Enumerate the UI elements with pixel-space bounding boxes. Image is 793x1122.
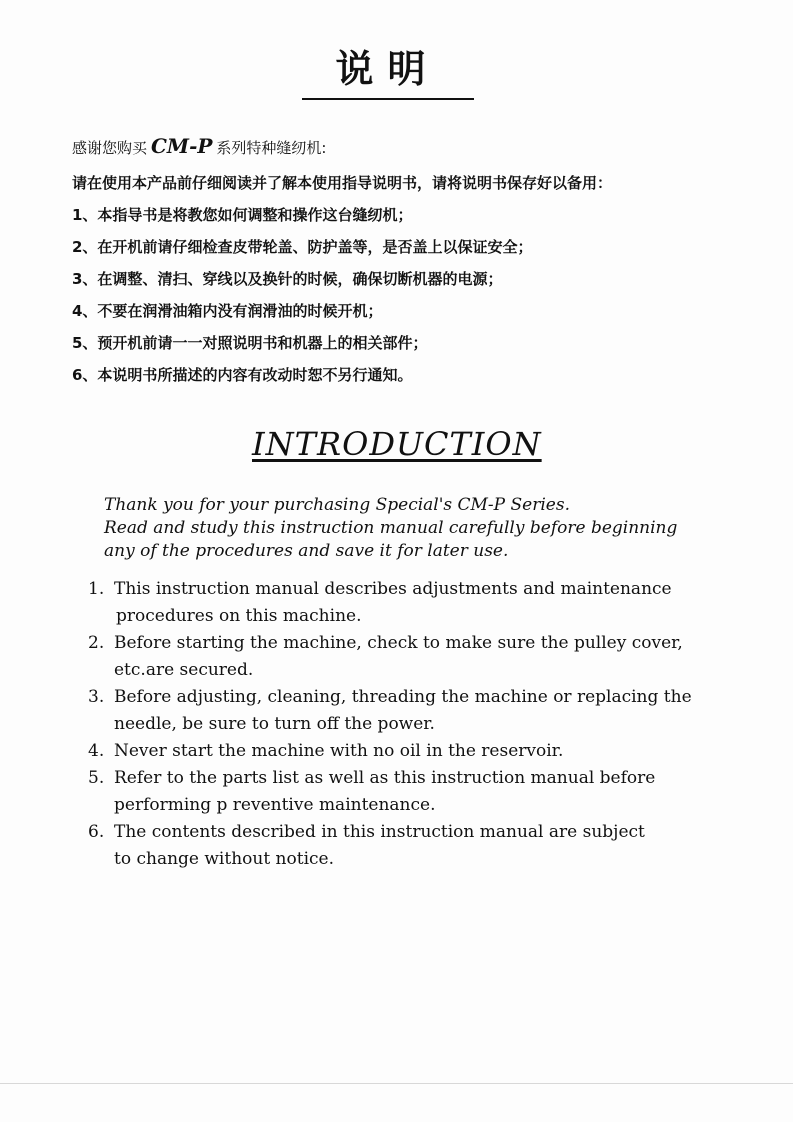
cn-line: 1、本指导书是将教您如何调整和操作这台缝纫机； [72, 206, 413, 224]
list-number: 6. [88, 822, 105, 842]
title-underline [302, 98, 474, 100]
cn-intro-line [72, 134, 326, 160]
list-number: 2. [88, 633, 105, 653]
list-number: 5. [88, 768, 105, 788]
cn-line: 5、预开机前请一一对照说明书和机器上的相关部件； [72, 334, 428, 352]
en-instruction-list [88, 576, 714, 873]
list-item [88, 738, 714, 765]
en-intro-line: Thank you for your purchasing Special's CM-P Series. [104, 495, 570, 515]
list-text: procedures on this machine. [116, 606, 362, 626]
list-text: etc.are secured. [114, 660, 254, 680]
cn-line: 请在使用本产品前仔细阅读并了解本使用指导说明书，请将说明书保存好以备用： [72, 174, 613, 192]
list-text: The contents described in this instruction manual are subject [114, 822, 645, 842]
introduction-heading: INTRODUCTION [252, 425, 542, 463]
cn-intro-prefix: 感谢您购买 [72, 139, 148, 157]
cn-intro-suffix: 系列特种缝纫机: [216, 139, 327, 157]
cn-line: 2、在开机前请仔细检查皮带轮盖、防护盖等，是否盖上以保证安全； [72, 238, 533, 256]
en-intro-paragraph [104, 494, 677, 563]
list-text: Before starting the machine, check to make sure the pulley cover, [114, 633, 683, 653]
cn-line: 4、不要在润滑油箱内没有润滑油的时候开机； [72, 302, 383, 320]
list-item [88, 576, 714, 630]
en-intro-line: any of the procedures and save it for later use. [104, 541, 509, 561]
en-intro-line: Read and study this instruction manual carefully before beginning [104, 518, 678, 538]
list-text: Never start the machine with no oil in the reservoir. [114, 741, 564, 761]
list-text: Before adjusting, cleaning, threading the machine or replacing the [114, 687, 692, 707]
list-item [88, 819, 714, 873]
cn-line: 3、在调整、清扫、穿线以及换针的时候，确保切断机器的电源； [72, 270, 503, 288]
list-item [88, 684, 714, 738]
list-number: 1. [88, 579, 105, 599]
list-number: 4. [88, 741, 105, 761]
list-text: to change without notice. [114, 849, 334, 869]
list-item [88, 630, 714, 684]
cn-line: 6、本说明书所描述的内容有改动时恕不另行通知。 [72, 366, 413, 384]
list-item [88, 765, 714, 819]
brand-name: CM-P [151, 134, 213, 158]
list-text: needle, be sure to turn off the power. [114, 714, 435, 734]
list-text: This instruction manual describes adjustments and maintenance [114, 579, 672, 599]
page-bottom-rule [0, 1083, 793, 1084]
list-number: 3. [88, 687, 105, 707]
list-text: Refer to the parts list as well as this instruction manual before [114, 768, 656, 788]
cn-instructions [72, 170, 612, 394]
page-title-cn: 说明 [335, 47, 440, 91]
list-text: performing p reventive maintenance. [114, 795, 436, 815]
